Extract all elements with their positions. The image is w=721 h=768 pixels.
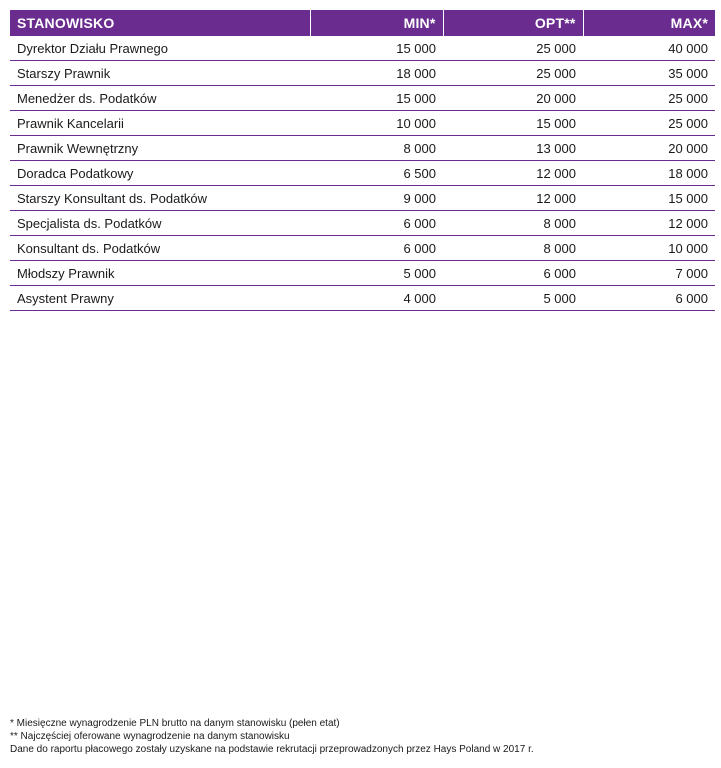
cell-opt: 20 000 [443, 86, 583, 111]
cell-max: 10 000 [583, 236, 715, 261]
header-position: STANOWISKO [10, 10, 310, 36]
cell-max: 18 000 [583, 161, 715, 186]
table-row [10, 86, 715, 111]
footnote-source: Dane do raportu płacowego zostały uzyskane na podstawie rekrutacji przeprowadzonych przez Hays Poland w 2017 r. [10, 744, 534, 755]
cell-position: Asystent Prawny [10, 286, 310, 311]
cell-opt: 12 000 [443, 161, 583, 186]
cell-min: 15 000 [310, 86, 443, 111]
table-row [10, 236, 715, 261]
table-row [10, 136, 715, 161]
cell-max: 12 000 [583, 211, 715, 236]
cell-max: 35 000 [583, 61, 715, 86]
table-row [10, 161, 715, 186]
cell-max: 40 000 [583, 36, 715, 61]
salary-table [10, 10, 715, 311]
cell-max: 7 000 [583, 261, 715, 286]
cell-opt: 12 000 [443, 186, 583, 211]
cell-min: 18 000 [310, 61, 443, 86]
table-body [10, 36, 715, 311]
cell-min: 6 500 [310, 161, 443, 186]
cell-position: Młodszy Prawnik [10, 261, 310, 286]
salary-table-container [10, 10, 708, 311]
cell-min: 4 000 [310, 286, 443, 311]
table-row [10, 186, 715, 211]
cell-position: Doradca Podatkowy [10, 161, 310, 186]
cell-position: Starszy Prawnik [10, 61, 310, 86]
cell-min: 6 000 [310, 236, 443, 261]
cell-max: 25 000 [583, 86, 715, 111]
footnote-opt: ** Najczęściej oferowane wynagrodzenie na danym stanowisku [10, 731, 290, 742]
cell-opt: 25 000 [443, 61, 583, 86]
header-row [10, 10, 715, 36]
cell-position: Menedżer ds. Podatków [10, 86, 310, 111]
header-opt: OPT** [443, 10, 583, 36]
cell-min: 10 000 [310, 111, 443, 136]
table-row [10, 261, 715, 286]
cell-min: 6 000 [310, 211, 443, 236]
cell-opt: 5 000 [443, 286, 583, 311]
cell-position: Konsultant ds. Podatków [10, 236, 310, 261]
footnotes [10, 717, 710, 756]
header-min: MIN* [310, 10, 443, 36]
cell-position: Specjalista ds. Podatków [10, 211, 310, 236]
cell-max: 6 000 [583, 286, 715, 311]
cell-position: Prawnik Kancelarii [10, 111, 310, 136]
table-row [10, 61, 715, 86]
table-header [10, 10, 715, 36]
cell-opt: 8 000 [443, 236, 583, 261]
cell-opt: 6 000 [443, 261, 583, 286]
cell-min: 9 000 [310, 186, 443, 211]
header-max: MAX* [583, 10, 715, 36]
footnote-min-max: * Miesięczne wynagrodzenie PLN brutto na danym stanowisku (pełen etat) [10, 718, 340, 729]
cell-min: 8 000 [310, 136, 443, 161]
cell-opt: 25 000 [443, 36, 583, 61]
cell-min: 15 000 [310, 36, 443, 61]
cell-max: 25 000 [583, 111, 715, 136]
cell-max: 15 000 [583, 186, 715, 211]
table-row [10, 211, 715, 236]
cell-min: 5 000 [310, 261, 443, 286]
cell-position: Dyrektor Działu Prawnego [10, 36, 310, 61]
table-row [10, 111, 715, 136]
table-row [10, 286, 715, 311]
cell-position: Starszy Konsultant ds. Podatków [10, 186, 310, 211]
cell-max: 20 000 [583, 136, 715, 161]
cell-position: Prawnik Wewnętrzny [10, 136, 310, 161]
cell-opt: 13 000 [443, 136, 583, 161]
table-row [10, 36, 715, 61]
cell-opt: 8 000 [443, 211, 583, 236]
cell-opt: 15 000 [443, 111, 583, 136]
